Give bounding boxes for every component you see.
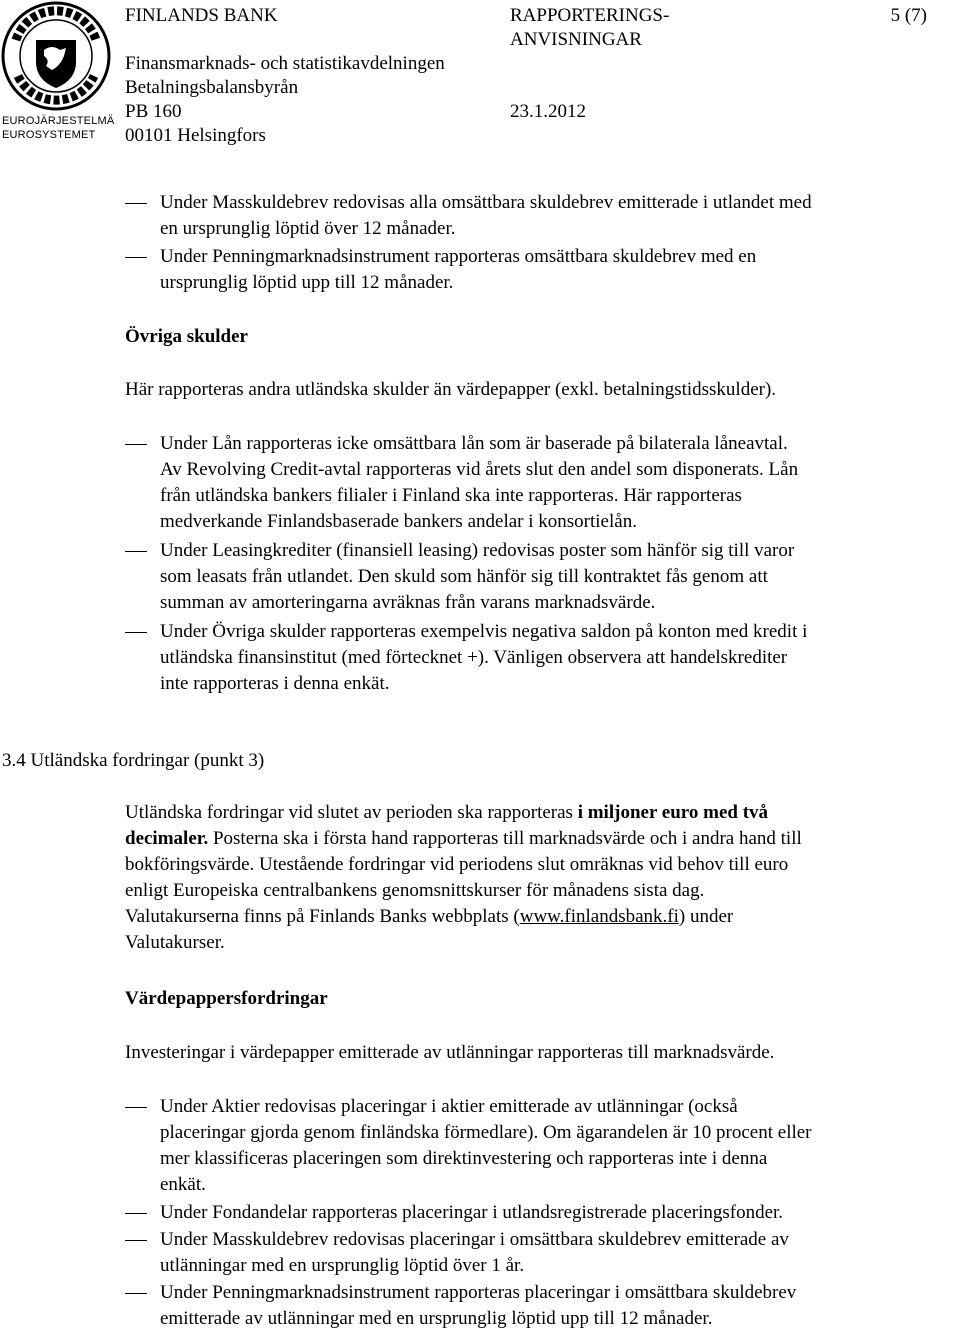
header-city: 00101 Helsingfors: [125, 125, 266, 146]
doc-title-line2: ANVISNINGAR: [510, 29, 642, 50]
logo-eurosystem-sv: EUROSYSTEMET: [2, 129, 96, 141]
doc-title-line1: RAPPORTERINGS-: [510, 5, 670, 26]
bullet-dash: [125, 1293, 147, 1294]
bullet-dash: [125, 632, 147, 633]
page-number: 5 (7): [890, 5, 927, 26]
header-org: FINLANDS BANK: [125, 5, 278, 26]
logo-eurosystem-fi: EUROJÄRJESTELMÄ: [2, 115, 115, 127]
ovriga-intro: Här rapporteras andra utländska skulder än värdepapper (exkl. betalningstidsskulder).: [125, 379, 777, 400]
finlands-bank-logo: [0, 0, 115, 148]
header-dept: Finansmarknads- och statistikavdelningen: [125, 53, 445, 74]
header-box: PB 160: [125, 101, 182, 122]
bullet-lan: Under Lån rapporteras icke omsättbara lån som är baserade på bilaterala låneavtal. Av Revolving Credit-avtal rapporteras vid årets slut den andel som disponerats. Lån från utländska bankers filialer i Finland ska inte rapporteras. Här rapporteras medverkande Finlandsbaserade bankers andelar i konsortielån.: [160, 433, 799, 532]
bullet-dash: [125, 1107, 147, 1108]
bullet-ovriga: Under Övriga skulder rapporteras exempelvis negativa saldon på konton med kredit i utländska finansinstitut (med förtecknet +). Vänligen observera att handelskrediter inte rapporteras i denna enkät.: [160, 621, 808, 694]
bullet-aktier: Under Aktier redovisas placeringar i aktier emitterade av utlänningar (också placeringar gjorda genom finländska förmedlare). Om ägarandelen är 10 procent eller mer klassificeras placeringen som direktinvestering och rapporteras inte i denna enkät.: [160, 1096, 812, 1195]
bullet-dash: [125, 551, 147, 552]
bullet-leasing: Under Leasingkrediter (finansiell leasing) redovisas poster som hänför sig till varor som leasats från utlandet. Den skuld som hänför sig till kontraktet fås genom att summan av amorteringarna avräknas från varans marknadsvärde.: [160, 540, 795, 613]
bullet-dash: [125, 444, 147, 445]
bullet-fondandelar: Under Fondandelar rapporteras placeringar i utlandsregistrerade placeringsfonder.: [160, 1202, 784, 1223]
doc-date: 23.1.2012: [510, 101, 586, 122]
finlandsbank-link[interactable]: www.finlandsbank.fi: [519, 906, 679, 927]
heading-ovriga-skulder: Övriga skulder: [125, 326, 248, 347]
vardepapper-intro: Investeringar i värdepapper emitterade av utlänningar rapporteras till marknadsvärde.: [125, 1042, 775, 1063]
bullet-dash: [125, 203, 147, 204]
lion-seal-icon: [0, 0, 112, 112]
header-office: Betalningsbalansbyrån: [125, 77, 299, 98]
bullet-dash: [125, 1240, 147, 1241]
section-title: 3.4 Utländska fordringar (punkt 3): [2, 750, 265, 771]
bullet-masskuldebrev-fordringar: Under Masskuldebrev redovisas placeringar i omsättbara skuldebrev emitterade av utlänningar med en ursprunglig löptid över 1 år.: [160, 1229, 789, 1276]
section-paragraph: Utländska fordringar vid slutet av perioden ska rapporteras i miljoner euro med två decimaler. Posterna ska i första hand rapporteras till marknadsvärde och i andra hand till bokföringsvärde. Utestående fordringar vid periodens slut omräknas vid behov till euro enligt Europeiska centralbankens genomsnittskurser för månadens sista dag. Valutakurserna finns på Finlands Banks webbplats (www.finlandsbank.fi) under Valutakurser.: [125, 802, 802, 953]
bullet-dash: [125, 257, 147, 258]
bullet-penningmarknad-fordringar: Under Penningmarknadsinstrument rapporteras placeringar i omsättbara skuldebrev emitterade av utlänningar med en ursprunglig löptid upp till 12 månader.: [160, 1282, 797, 1329]
bullet-penningmarknad: Under Penningmarknadsinstrument rapporteras omsättbara skuldebrev med en ursprunglig löptid upp till 12 månader.: [160, 246, 757, 293]
heading-vardepappersfordringar: Värdepappersfordringar: [125, 988, 328, 1009]
bullet-dash: [125, 1213, 147, 1214]
bullet-masskuldebrev: Under Masskuldebrev redovisas alla omsättbara skuldebrev emitterade i utlandet med en ursprunglig löptid över 12 månader.: [160, 192, 812, 239]
